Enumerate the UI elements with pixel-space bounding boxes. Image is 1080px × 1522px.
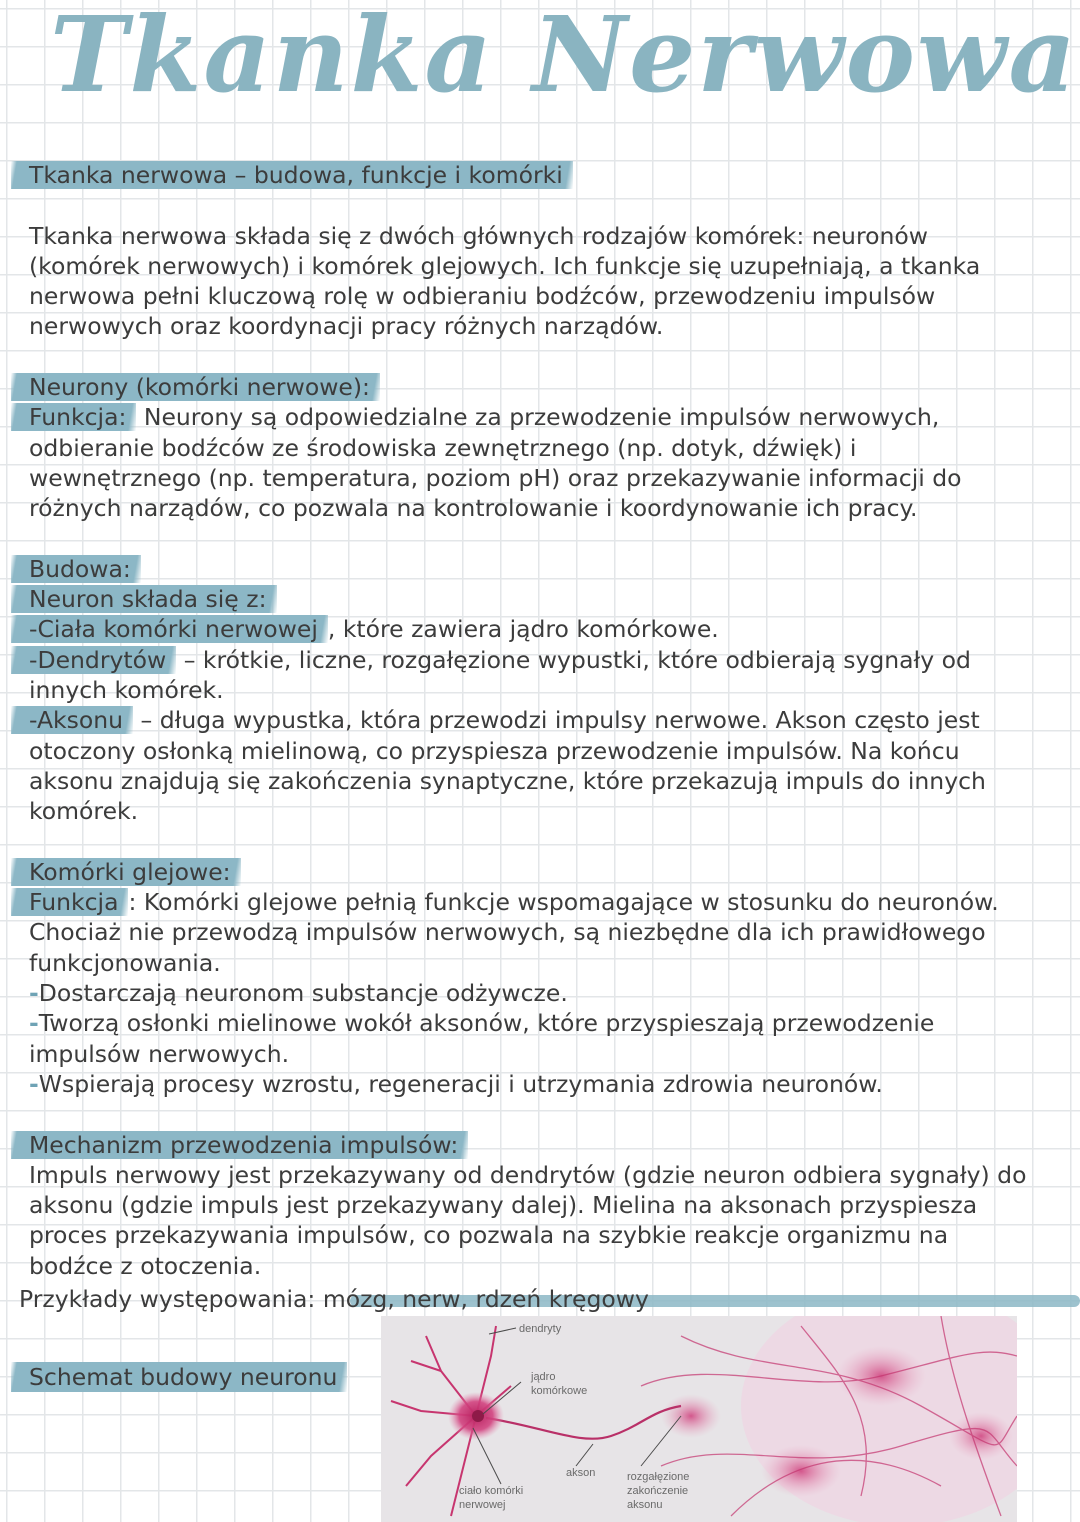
text-segment: aksonu znajdują się zakończenia synaptyczne, które przekazują impuls do innych	[29, 766, 986, 795]
text-segment: – krótkie, liczne, rozgałęzione wypustki, które odbierają sygnały od	[176, 645, 971, 674]
page-title: Tkanka Nerwowa	[50, 0, 1078, 116]
highlighted-text: Funkcja:	[11, 403, 136, 431]
highlighted-text: Neurony (komórki nerwowe):	[11, 373, 380, 401]
label-rozg-2: zakończenie	[627, 1485, 689, 1497]
blank-line	[29, 827, 1029, 857]
examples-text: Przykłady występowania: mózg, nerw, rdzeń kręgowy	[19, 1285, 649, 1313]
note-line	[29, 645, 1029, 675]
note-line	[29, 251, 1029, 281]
highlighted-text: Mechanizm przewodzenia impulsów:	[11, 1131, 468, 1159]
note-line	[29, 978, 1029, 1008]
note-line	[29, 554, 1029, 584]
text-segment: : Komórki glejowe pełnią funkcje wspomagające w stosunku do neuronów.	[128, 888, 999, 917]
glial-cell-4	[949, 1412, 1013, 1460]
neuron-nucleus	[472, 1410, 484, 1422]
text-segment: komórek.	[29, 797, 139, 826]
glial-cell-3	[761, 1445, 841, 1497]
text-segment: Wspierają procesy wzrostu, regeneracji i utrzymania zdrowia neuronów.	[38, 1069, 883, 1098]
note-line	[29, 160, 1029, 190]
note-line	[29, 1039, 1029, 1069]
note-line	[29, 1190, 1029, 1220]
note-line	[29, 1008, 1029, 1038]
blank-line	[29, 524, 1029, 554]
text-segment: Dostarczają neuronom substancje odżywcze.	[38, 979, 568, 1008]
glial-cell-2	[661, 1394, 721, 1438]
note-line	[29, 796, 1029, 826]
note-line	[29, 372, 1029, 402]
note-line	[29, 887, 1029, 917]
note-line	[29, 857, 1029, 887]
neuron-figure-svg	[381, 1316, 1017, 1522]
note-line	[29, 221, 1029, 251]
note-line	[29, 917, 1029, 947]
neuron-micrograph	[381, 1316, 1017, 1522]
text-segment: nerwowych oraz koordynacji pracy różnych narządów.	[29, 312, 664, 341]
label-jadro-1: jądro	[531, 1371, 556, 1383]
note-line	[29, 736, 1029, 766]
highlighted-text: -Dendrytów	[11, 646, 176, 674]
label-rozg-1: rozgałęzione	[627, 1471, 690, 1483]
note-line	[29, 675, 1029, 705]
note-line	[29, 463, 1029, 493]
highlighted-text: Budowa:	[11, 555, 141, 583]
label-cialo-2: nerwowej	[459, 1499, 506, 1511]
bullet-dash: -	[29, 1009, 39, 1038]
note-line	[29, 433, 1029, 463]
text-segment: Tkanka nerwowa składa się z dwóch głównych rodzajów komórek: neuronów	[29, 221, 928, 250]
text-segment: bodźce z otoczenia.	[29, 1251, 262, 1280]
note-line	[29, 1069, 1029, 1099]
bullet-dash: -	[29, 979, 39, 1008]
highlighted-text: -Aksonu	[11, 706, 133, 734]
bullet-dash: -	[29, 1069, 39, 1098]
note-line	[29, 311, 1029, 341]
blank-line	[29, 342, 1029, 372]
label-rozg-3: aksonu	[627, 1499, 663, 1511]
note-line	[29, 402, 1029, 432]
text-segment: Impuls nerwowy jest przekazywany od dendrytów (gdzie neuron odbiera sygnały) do	[29, 1160, 1027, 1189]
blank-line	[29, 1099, 1029, 1129]
note-line	[29, 281, 1029, 311]
note-line	[29, 493, 1029, 523]
text-segment: funkcjonowania.	[29, 948, 221, 977]
text-segment: wewnętrznego (np. temperatura, poziom pH) oraz przekazywanie informacji do	[29, 463, 962, 492]
examples-row	[0, 1286, 1080, 1314]
label-jadro-2: komórkowe	[531, 1385, 588, 1397]
highlighted-text: Komórki glejowe:	[11, 858, 241, 886]
label-akson: akson	[566, 1467, 596, 1479]
schemat-label: Schemat budowy neuronu	[11, 1362, 347, 1392]
note-line	[29, 1251, 1029, 1281]
label-dendryty: dendryty	[519, 1323, 562, 1335]
note-line	[29, 1220, 1029, 1250]
text-segment: nerwowa pełni kluczową rolę w odbieraniu bodźców, przewodzeniu impulsów	[29, 282, 936, 311]
note-line	[29, 584, 1029, 614]
text-segment: otoczony osłonką mielinową, co przyspiesza przewodzenie impulsów. Na końcu	[29, 736, 960, 765]
note-line	[29, 1130, 1029, 1160]
text-segment: impulsów nerwowych.	[29, 1039, 290, 1068]
text-segment: innych komórek.	[29, 676, 224, 705]
note-line	[29, 705, 1029, 735]
notes-body	[29, 160, 1029, 1281]
highlighted-text: Funkcja	[11, 888, 128, 916]
text-segment: aksonu (gdzie impuls jest przekazywany dalej). Mielina na aksonach przyspiesza	[29, 1191, 978, 1220]
blank-line	[29, 190, 1029, 220]
text-segment: odbieranie bodźców ze środowiska zewnętrznego (np. dotyk, dźwięk) i	[29, 433, 857, 462]
text-segment: (komórek nerwowych) i komórek glejowych. Ich funkcje się uzupełniają, a tkanka	[29, 251, 981, 280]
text-segment: Tworzą osłonki mielinowe wokół aksonów, które przyspieszają przewodzenie	[38, 1009, 935, 1038]
label-cialo-1: ciało komórki	[459, 1485, 524, 1497]
text-segment: – długa wypustka, która przewodzi impulsy nerwowe. Akson często jest	[133, 706, 980, 735]
note-line	[29, 766, 1029, 796]
text-segment: różnych narządów, co pozwala na kontrolowanie i koordynowanie ich pracy.	[29, 494, 918, 523]
highlighted-text: Neuron składa się z:	[11, 585, 277, 613]
note-line	[29, 614, 1029, 644]
highlighted-text: Tkanka nerwowa – budowa, funkcje i komórki	[11, 161, 573, 189]
highlighted-text: -Ciała komórki nerwowej	[11, 615, 328, 643]
note-line	[29, 948, 1029, 978]
note-line	[29, 1160, 1029, 1190]
text-segment: Neurony są odpowiedzialne za przewodzenie impulsów nerwowych,	[136, 403, 940, 432]
text-segment: Chociaż nie przewodzą impulsów nerwowych, są niezbędne dla ich prawidłowego	[29, 918, 986, 947]
text-segment: , które zawiera jądro komórkowe.	[327, 615, 719, 644]
text-segment: proces przekazywania impulsów, co pozwala na szybkie reakcje organizmu na	[29, 1221, 949, 1250]
